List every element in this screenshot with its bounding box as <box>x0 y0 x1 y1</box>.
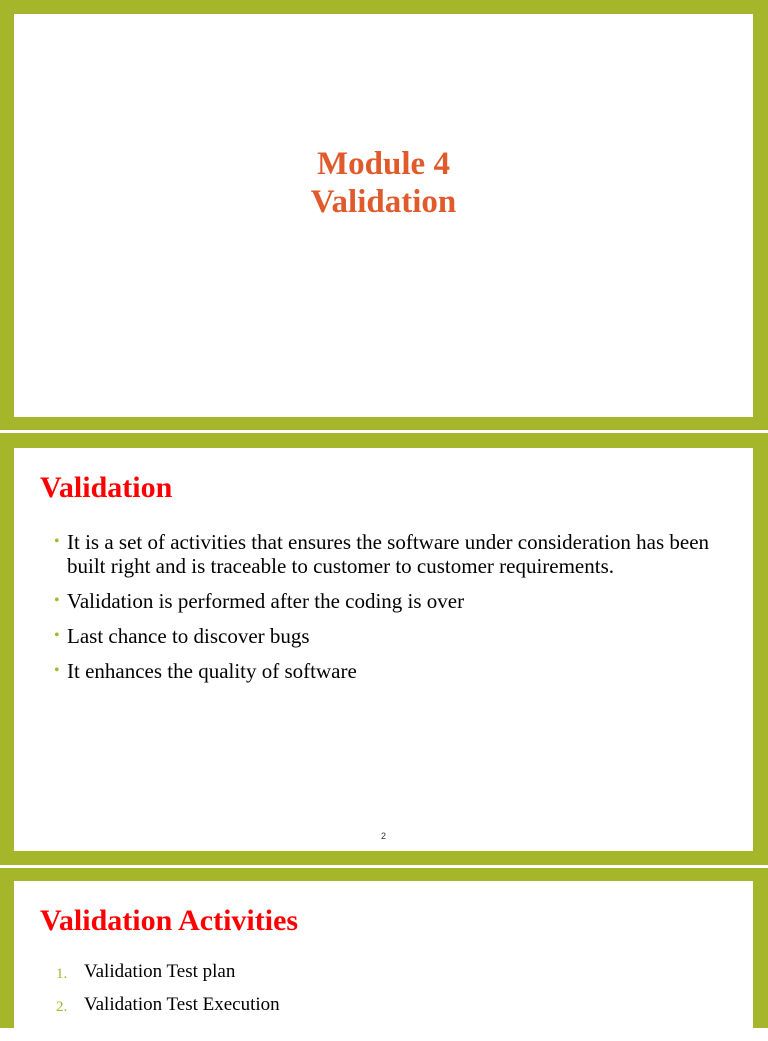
title-line-2: Validation <box>310 184 457 220</box>
list-item-text: Validation Test Execution <box>84 994 280 1015</box>
page-number: 2 <box>380 831 386 841</box>
slide-2-frame <box>0 433 768 865</box>
bullet-list <box>54 530 734 694</box>
title-line-1: Module 4 <box>317 146 450 182</box>
list-item <box>54 961 280 983</box>
bullet-icon: • <box>54 592 60 609</box>
bullet-icon: • <box>54 533 60 550</box>
slide-heading: Validation <box>40 471 173 504</box>
slide-3-frame <box>0 868 768 1028</box>
bullet-item <box>54 530 734 578</box>
slide-1-frame <box>0 0 768 430</box>
bullet-item <box>54 589 734 613</box>
list-number: 2. <box>56 999 68 1015</box>
numbered-list <box>54 961 280 1027</box>
slide-heading: Validation Activities <box>40 904 299 937</box>
slide-title <box>14 145 753 221</box>
list-item <box>54 994 280 1016</box>
bullet-item <box>54 659 734 683</box>
slide-3 <box>14 881 753 1041</box>
bullet-icon: • <box>54 627 60 644</box>
slide-2 <box>14 448 753 851</box>
slide-1 <box>14 14 753 417</box>
list-item-text: Validation Test plan <box>84 961 236 982</box>
list-number: 1. <box>56 966 68 982</box>
bullet-text: Validation is performed after the coding is over <box>67 589 465 613</box>
bullet-text: Last chance to discover bugs <box>67 624 310 648</box>
bullet-icon: • <box>54 662 60 679</box>
bullet-text: It enhances the quality of software <box>67 659 357 683</box>
bullet-item <box>54 624 734 648</box>
bullet-text: It is a set of activities that ensures the software under consideration has been built right and is traceable to customer to customer requirements. <box>67 530 710 578</box>
